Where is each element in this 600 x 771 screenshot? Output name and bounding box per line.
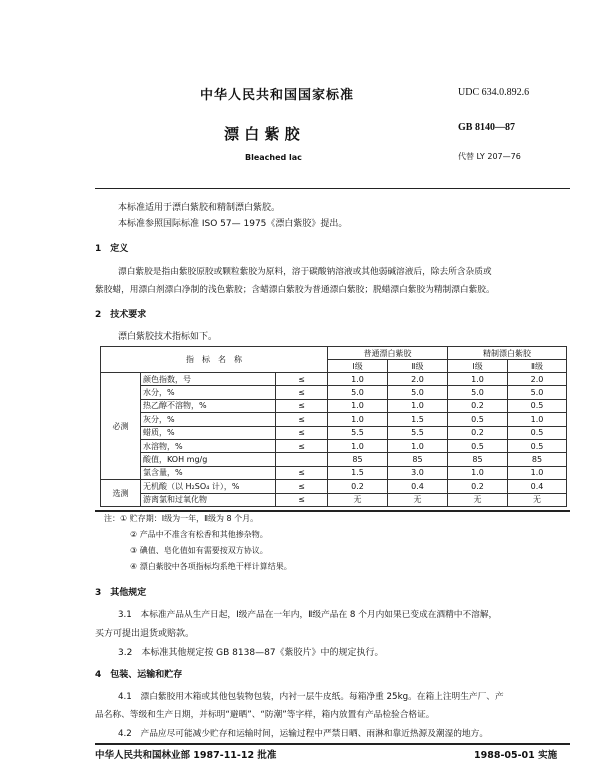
comparison-operator: ≤ [276, 373, 328, 386]
indicator-name: 水溶物，% [141, 439, 276, 452]
table-header-grade-1: Ⅰ级 [328, 360, 388, 373]
comparison-operator: ≤ [276, 386, 328, 399]
standard-org: 中华人民共和国国家标准 [200, 88, 355, 103]
udc-code: UDC 634.0.892.6 [458, 87, 530, 98]
value-cell: 0.5 [448, 413, 508, 426]
note-3: ③ 碘值、皂化值如有需要按双方协议。 [130, 546, 268, 555]
indicator-name: 灰分，% [141, 413, 276, 426]
comparison-operator: ≤ [276, 439, 328, 452]
value-cell: 1.0 [448, 466, 508, 479]
intro-line-2: 本标准参照国际标准 ISO 57— 1975《漂白紫胶》提出。 [118, 219, 348, 229]
value-cell: 0.2 [328, 480, 388, 493]
value-cell: 0.5 [448, 439, 508, 452]
value-cell: 0.4 [508, 480, 567, 493]
footer-rule [95, 743, 570, 745]
indicator-name: 游离氯和过氧化物 [141, 493, 276, 506]
title-english: Bleached lac [245, 153, 302, 162]
value-cell: 2.0 [508, 373, 567, 386]
spec-table [100, 346, 567, 507]
replaces-standard: 代替 LY 207—76 [458, 152, 521, 161]
indicator-name: 热乙醇不溶物，% [141, 399, 276, 412]
value-cell: 0.2 [448, 480, 508, 493]
value-cell: 5.0 [508, 386, 567, 399]
header-rule [95, 188, 570, 189]
value-cell: 1.0 [508, 466, 567, 479]
table-row [101, 399, 567, 412]
section-1-text-1: 漂白紫胶是指由紫胶原胶或颗粒紫胶为原料，溶于碳酸钠溶液或其他弱碱溶液后，除去所含杂质或 [118, 267, 492, 277]
value-cell: 0.2 [448, 426, 508, 439]
table-row [101, 466, 567, 479]
category-optional-test: 选测 [101, 480, 141, 507]
value-cell: 1.5 [328, 466, 388, 479]
note-2: ② 产品中不准含有松香和其他掺杂物。 [130, 530, 268, 539]
value-cell: 1.0 [508, 413, 567, 426]
section-4-heading: 4 包装、运输和贮存 [95, 670, 183, 680]
comparison-operator: ≤ [276, 480, 328, 493]
value-cell: 0.5 [508, 439, 567, 452]
value-cell: 1.0 [328, 439, 388, 452]
value-cell: 0.2 [448, 399, 508, 412]
value-cell: 无 [388, 493, 448, 506]
section-1-heading: 1 定义 [95, 244, 129, 254]
document-title: 漂 白 紫 胶 [224, 125, 300, 143]
value-cell: 1.0 [388, 399, 448, 412]
value-cell: 1.0 [328, 373, 388, 386]
indicator-name: 蜡质，% [141, 426, 276, 439]
table-header-grade-2: Ⅱ级 [388, 360, 448, 373]
intro-line-1: 本标准适用于漂白紫胶和精制漂白紫胶。 [118, 203, 281, 213]
value-cell: 5.5 [328, 426, 388, 439]
value-cell: 5.0 [448, 386, 508, 399]
value-cell: 0.5 [508, 399, 567, 412]
section-4-1-line-1: 4.1 漂白紫胶用木箱或其他包装物包装，内衬一层牛皮纸。每箱净重 25kg。在箱上注明生产厂、产 [118, 692, 504, 702]
value-cell: 5.5 [388, 426, 448, 439]
indicator-name: 酸值，KOH mg/g [141, 453, 276, 466]
approval-line: 中华人民共和国林业部 1987-11-12 批准 [95, 750, 277, 761]
table-row [101, 386, 567, 399]
section-4-1-line-2: 品名称、等级和生产日期，并标明“避晒”、“防潮”等字样，箱内放置有产品检验合格证。 [95, 710, 435, 720]
table-row [101, 439, 567, 452]
category-must-test: 必测 [101, 373, 141, 480]
comparison-operator: ≤ [276, 426, 328, 439]
comparison-operator: ≤ [276, 466, 328, 479]
notes-rule [95, 510, 570, 512]
table-row [101, 493, 567, 506]
table-row [101, 373, 567, 386]
section-1-text-2: 紫胶蜡，用漂白剂漂白净制的浅色紫胶；含蜡漂白紫胶为普通漂白紫胶；脱蜡漂白紫胶为精制漂白紫胶。 [95, 285, 495, 295]
comparison-operator [276, 453, 328, 466]
value-cell: 5.0 [328, 386, 388, 399]
value-cell: 85 [508, 453, 567, 466]
section-2-lead: 漂白紫胶技术指标如下。 [118, 332, 218, 342]
table-row [101, 426, 567, 439]
table-row [101, 453, 567, 466]
note-4: ④ 漂白紫胶中各项指标均系绝干样计算结果。 [130, 562, 292, 571]
value-cell: 1.0 [448, 373, 508, 386]
value-cell: 85 [328, 453, 388, 466]
section-2-heading: 2 技术要求 [95, 310, 147, 320]
value-cell: 2.0 [388, 373, 448, 386]
value-cell: 1.5 [388, 413, 448, 426]
value-cell: 5.0 [388, 386, 448, 399]
table-header-name: 指 标 名 称 [101, 347, 328, 373]
value-cell: 1.0 [328, 413, 388, 426]
comparison-operator: ≤ [276, 399, 328, 412]
value-cell: 85 [448, 453, 508, 466]
value-cell: 1.0 [388, 439, 448, 452]
value-cell: 0.4 [388, 480, 448, 493]
comparison-operator: ≤ [276, 493, 328, 506]
note-1: 注：① 贮存期：Ⅰ级为一年，Ⅱ级为 8 个月。 [104, 514, 259, 523]
comparison-operator: ≤ [276, 413, 328, 426]
value-cell: 1.0 [328, 399, 388, 412]
indicator-name: 氯含量，% [141, 466, 276, 479]
standard-number: GB 8140—87 [458, 122, 515, 133]
section-3-heading: 3 其他规定 [95, 588, 147, 598]
value-cell: 无 [508, 493, 567, 506]
section-4-2: 4.2 产品应尽可能减少贮存和运输时间，运输过程中严禁日晒、雨淋和靠近热源及潮湿的地方。 [118, 729, 489, 739]
value-cell: 3.0 [388, 466, 448, 479]
table-header-normal: 普通漂白紫胶 [328, 347, 448, 360]
section-3-2: 3.2 本标准其他规定按 GB 8138—87《紫胶片》中的规定执行。 [118, 648, 384, 658]
indicator-name: 颜色指数，号 [141, 373, 276, 386]
table-header-refined: 精制漂白紫胶 [448, 347, 567, 360]
table-row [101, 413, 567, 426]
table-row [101, 480, 567, 493]
value-cell: 无 [328, 493, 388, 506]
value-cell: 0.5 [508, 426, 567, 439]
section-3-1-line-2: 买方可提出退货或赔款。 [95, 629, 195, 639]
section-3-1-line-1: 3.1 本标准产品从生产日起，Ⅰ级产品在一年内，Ⅱ级产品在 8 个月内如果已变成在酒精中不溶解， [118, 610, 498, 620]
indicator-name: 无机酸（以 H₂SO₄ 计），% [141, 480, 276, 493]
table-header-grade-2: Ⅱ级 [508, 360, 567, 373]
table-header-grade-1: Ⅰ级 [448, 360, 508, 373]
indicator-name: 水分，% [141, 386, 276, 399]
value-cell: 85 [388, 453, 448, 466]
value-cell: 无 [448, 493, 508, 506]
effective-date: 1988-05-01 实施 [474, 750, 558, 761]
